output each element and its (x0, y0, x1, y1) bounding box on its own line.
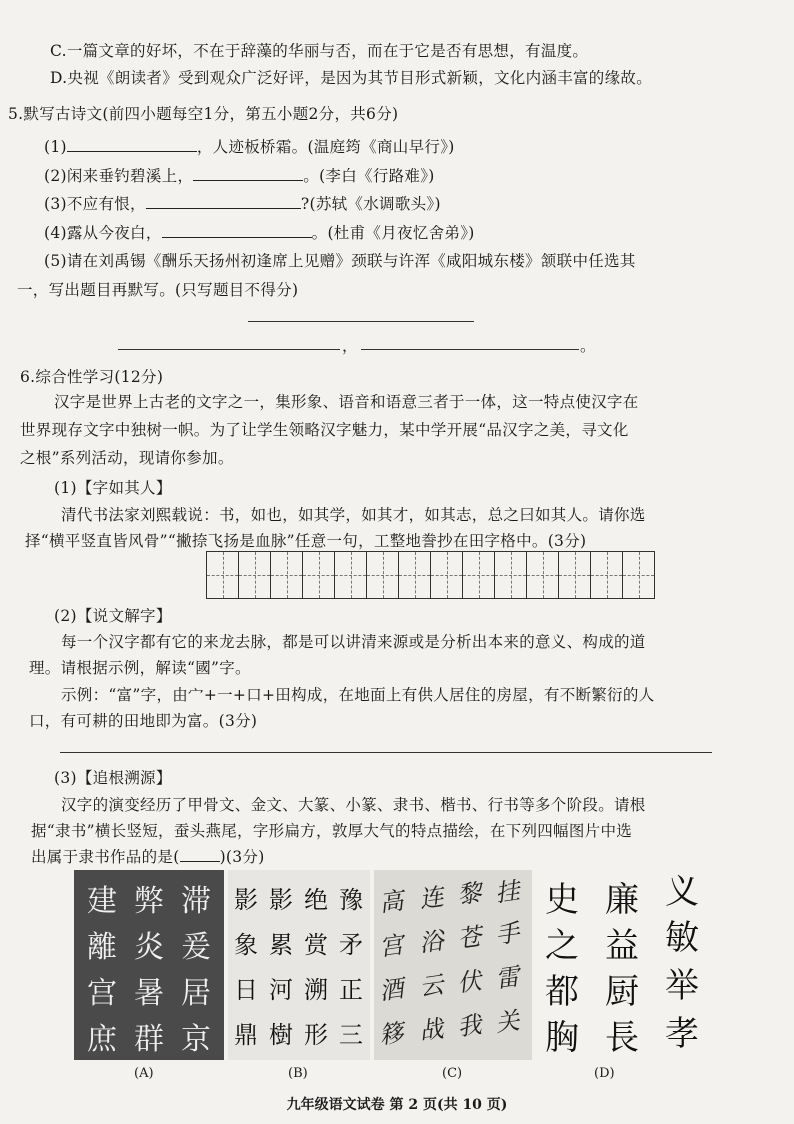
grid-cell[interactable] (334, 551, 367, 599)
grid-cell[interactable] (270, 551, 303, 599)
answer-line-title[interactable] (248, 321, 474, 322)
callig-char: 三 (339, 1021, 363, 1049)
grid-cell[interactable] (206, 551, 239, 599)
calligraphy-image-a (74, 870, 224, 1060)
caption-c: (C) (442, 1066, 463, 1081)
callig-char: 居 (181, 976, 211, 1011)
callig-char: 之 (545, 926, 579, 966)
callig-char: 河 (269, 976, 293, 1004)
callig-char: 鼎 (234, 1021, 258, 1049)
answer-blank[interactable] (193, 166, 303, 181)
callig-char: 廉 (605, 880, 639, 920)
callig-char: 樹 (269, 1021, 293, 1049)
intro-line-3: 之根”系列活动，现请你参加。 (20, 449, 234, 467)
answer-line-1[interactable] (118, 349, 340, 350)
question-5-title: 5.默写古诗文(前四小题每空1分，第五小题2分，共6分) (8, 105, 399, 123)
period: 。 (580, 337, 596, 355)
q5-item-4 (44, 223, 475, 243)
tianzige-grid[interactable] (206, 551, 654, 601)
q5-2-source: 。(李白《行路难》) (303, 167, 435, 185)
section-2-title: (2)【说文解字】 (54, 607, 172, 625)
callig-char: 手 (493, 918, 522, 950)
grid-cell[interactable] (590, 551, 623, 599)
q5-1-text: ，人迹板桥霜。(温庭筠《商山早行》) (196, 138, 455, 156)
choice-blank[interactable] (180, 847, 220, 862)
section-1-line-2: 择“横平竖直皆风骨”“撇捺飞扬是血脉”任意一句，工整地誊抄在田字格中。(3分) (25, 532, 587, 550)
callig-char: 宫 (377, 930, 406, 962)
callig-char: 形 (304, 1021, 328, 1049)
callig-char: 正 (339, 976, 363, 1004)
caption-d: (D) (594, 1066, 615, 1081)
grid-cell[interactable] (430, 551, 463, 599)
option-c: C.一篇文章的好坏，不在于辞藻的华丽与否，而在于它是否有思想，有温度。 (50, 42, 589, 60)
callig-char: 伏 (455, 966, 484, 998)
callig-char: 庶 (87, 1022, 117, 1057)
callig-char: 離 (87, 930, 117, 965)
grid-cell[interactable] (302, 551, 335, 599)
q5-item-1 (44, 137, 455, 157)
intro-line-2: 世界现存文字中独树一帜。为了让学生领略汉字魅力，某中学开展“品汉字之美，寻文化 (20, 421, 629, 439)
section-3-line-3 (31, 847, 265, 867)
callig-char: 赏 (304, 931, 328, 959)
callig-char: 長 (605, 1018, 639, 1058)
grid-cell[interactable] (526, 551, 559, 599)
callig-char: 爰 (181, 930, 211, 965)
section-3-title: (3)【追根溯源】 (54, 769, 172, 787)
q5-4-text: (4)露从今夜白， (44, 224, 162, 242)
callig-char: 厨 (605, 972, 639, 1012)
callig-char: 绝 (304, 886, 328, 914)
intro-line-1: 汉字是世界上古老的文字之一，集形象、语音和语意三者于一体，这一特点使汉字在 (54, 393, 639, 411)
callig-char: 雷 (493, 962, 522, 994)
q5-item-5-line2: 一，写出题目再默写。(只写题目不得分) (17, 281, 299, 299)
callig-char: 京 (181, 1022, 211, 1057)
section-1-line-1: 清代书法家刘熙载说：书，如也，如其学，如其才，如其志，总之曰如其人。请你选 (61, 506, 646, 524)
question-6-title: 6.综合性学习(12分) (20, 368, 164, 386)
callig-char: 敏 (665, 918, 699, 958)
section-2-example-2: 口，有可耕的田地即为富。(3分) (29, 712, 258, 730)
answer-line-2[interactable] (361, 349, 579, 350)
answer-blank[interactable] (67, 137, 197, 152)
answer-blank[interactable] (162, 223, 312, 238)
caption-a: (A) (134, 1066, 154, 1081)
callig-char: 影 (234, 886, 258, 914)
section-3-score: )(3分) (219, 848, 265, 866)
callig-char: 群 (134, 1022, 164, 1057)
grid-cell[interactable] (238, 551, 271, 599)
callig-char: 浴 (417, 926, 446, 958)
grid-cell[interactable] (622, 551, 655, 599)
q5-3-text: (3)不应有恨， (44, 195, 146, 213)
callig-char: 簃 (377, 1018, 406, 1050)
callig-char: 连 (417, 882, 446, 914)
q5-1-label: (1) (44, 138, 67, 156)
grid-cell[interactable] (398, 551, 431, 599)
callig-char: 宫 (87, 976, 117, 1011)
calligraphy-image-b (228, 870, 370, 1060)
callig-char: 我 (455, 1010, 484, 1042)
caption-b: (B) (288, 1066, 308, 1081)
section-3-line-2: 据“隶书”横长竖短，蚕头燕尾，字形扁方，敦厚大气的特点描绘，在下列四幅图片中选 (31, 822, 633, 840)
callig-char: 象 (234, 931, 258, 959)
callig-char: 孝 (665, 1014, 699, 1054)
callig-char: 挂 (493, 876, 522, 908)
section-2-example-1: 示例：“富”字，由宀+一+口+田构成，在地面上有供人居住的房屋，有不断繁衍的人 (61, 686, 655, 704)
callig-char: 都 (545, 972, 579, 1012)
grid-cell[interactable] (494, 551, 527, 599)
section-2-line-1: 每一个汉字都有它的来龙去脉，都是可以讲清来源或是分析出本来的意义、构成的道 (61, 633, 646, 651)
callig-char: 影 (269, 886, 293, 914)
grid-cell[interactable] (366, 551, 399, 599)
section-3-line-1: 汉字的演变经历了甲骨文、金文、大篆、小篆、隶书、楷书、行书等多个阶段。请根 (61, 796, 646, 814)
calligraphy-image-c (374, 870, 532, 1060)
callig-char: 溯 (304, 976, 328, 1004)
grid-cell[interactable] (558, 551, 591, 599)
callig-char: 滞 (181, 884, 211, 919)
callig-char: 举 (665, 966, 699, 1006)
callig-char: 累 (269, 931, 293, 959)
callig-char: 酒 (377, 974, 406, 1006)
callig-char: 暑 (134, 976, 164, 1011)
callig-char: 黎 (455, 878, 484, 910)
q5-item-5-line1: (5)请在刘禹锡《酬乐天扬州初逢席上见赠》颈联与许浑《咸阳城东楼》颔联中任选其 (44, 252, 636, 270)
callig-char: 义 (665, 872, 699, 912)
q5-item-3 (44, 194, 441, 214)
q5-item-2 (44, 166, 435, 186)
callig-char: 关 (493, 1006, 522, 1038)
callig-char: 云 (417, 970, 446, 1002)
callig-char: 史 (545, 880, 579, 920)
grid-cell[interactable] (462, 551, 495, 599)
comma: ， (342, 337, 358, 355)
section-1-title: (1)【字如其人】 (54, 479, 172, 497)
q5-3-source: ?(苏轼《水调歌头》) (300, 195, 441, 213)
callig-char: 矛 (339, 931, 363, 959)
callig-char: 战 (417, 1014, 446, 1046)
section-2-line-2: 理。请根据示例，解读“國”字。 (29, 659, 251, 677)
option-d: D.央视《朗读者》受到观众广泛好评，是因为其节目形式新颖，文化内涵丰富的缘故。 (50, 69, 653, 87)
q5-2-text: (2)闲来垂钓碧溪上， (44, 167, 194, 185)
callig-char: 胸 (545, 1018, 579, 1058)
page-footer: 九年级语文试卷 第 2 页(共 10 页) (286, 1097, 508, 1113)
calligraphy-image-d (536, 870, 716, 1060)
answer-blank[interactable] (146, 194, 301, 209)
callig-char: 益 (605, 926, 639, 966)
callig-char: 日 (234, 976, 258, 1004)
callig-char: 高 (377, 886, 406, 918)
callig-char: 弊 (134, 884, 164, 919)
q5-4-source: 。(杜甫《月夜忆舍弟》) (311, 224, 475, 242)
section-3-prompt: 出属于隶书作品的是( (31, 848, 180, 866)
callig-char: 苍 (455, 922, 484, 954)
callig-char: 建 (87, 884, 117, 919)
answer-line-guo[interactable] (60, 752, 712, 753)
callig-char: 炎 (134, 930, 164, 965)
callig-char: 豫 (339, 886, 363, 914)
